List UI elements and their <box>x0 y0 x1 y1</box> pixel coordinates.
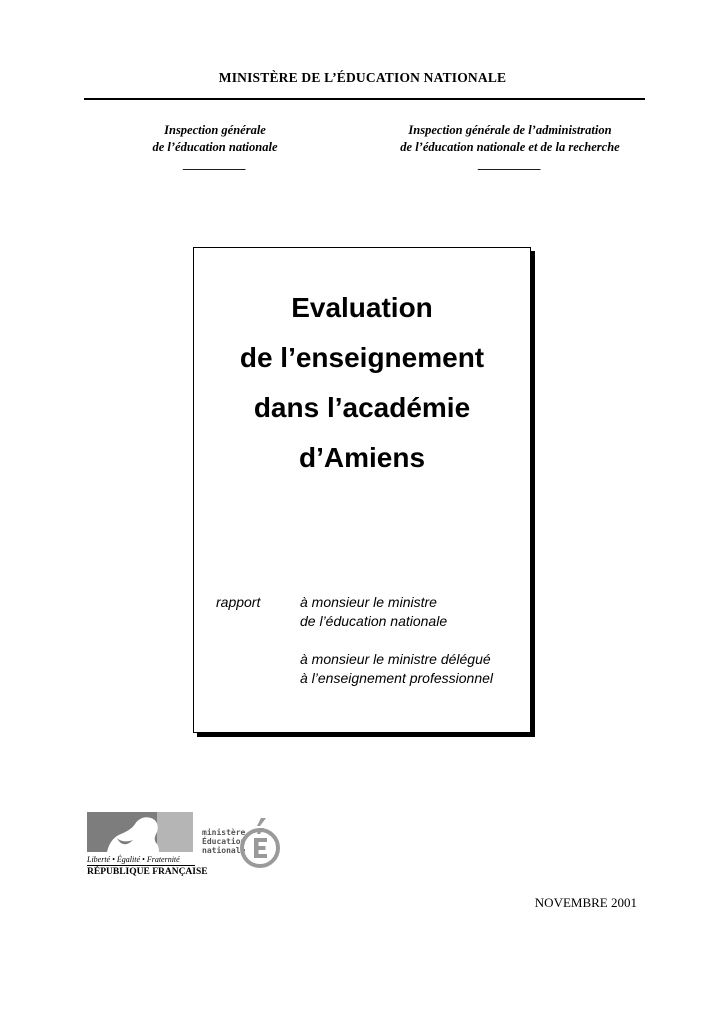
marianne-icon <box>87 812 193 852</box>
ministere-text <box>202 828 245 855</box>
inspection-left-line1: Inspection générale <box>164 123 266 137</box>
title-line-2: de l’enseignement <box>239 342 485 373</box>
report-recipient-1 <box>300 593 447 631</box>
report-title <box>193 283 531 483</box>
rf-name: RÉPUBLIQUE FRANÇAISE <box>87 867 208 877</box>
recipient-1-line1: à monsieur le ministre <box>300 594 437 610</box>
recipient-2-line1: à monsieur le ministre délégué <box>300 651 491 667</box>
header-rule <box>84 98 645 100</box>
ministere-line3: nationale <box>202 846 246 855</box>
republique-francaise-logo <box>87 812 208 877</box>
inspection-right-rule: __________ <box>478 157 542 171</box>
ministere-line2: Éducation <box>202 837 246 846</box>
ministere-line1: ministère <box>202 828 246 837</box>
inspection-left-rule: __________ <box>183 157 247 171</box>
title-line-4: d’Amiens <box>298 442 426 473</box>
education-e-icon <box>240 814 282 875</box>
report-recipient-2 <box>300 650 493 688</box>
report-label: rapport <box>216 594 261 610</box>
title-line-1: Evaluation <box>291 292 433 323</box>
inspection-right-line1: Inspection générale de l’administration <box>408 123 612 137</box>
ministry-header: MINISTÈRE DE L’ÉDUCATION NATIONALE <box>218 70 507 85</box>
title-line-3: dans l’académie <box>253 392 471 423</box>
recipient-1-line2: de l’éducation nationale <box>300 613 448 629</box>
report-date: NOVEMBRE 2001 <box>534 895 637 910</box>
inspection-left-line2: de l’éducation nationale <box>152 140 278 154</box>
inspection-right-line2: de l’éducation nationale et de la recherche <box>400 140 620 154</box>
recipient-2-line2: à l’enseignement professionnel <box>300 670 494 686</box>
inspection-administration-block <box>370 122 650 173</box>
ministere-education-logo <box>200 806 285 871</box>
inspection-generale-block <box>120 122 310 173</box>
rf-motto: Liberté • Égalité • Fraternité <box>87 855 180 864</box>
